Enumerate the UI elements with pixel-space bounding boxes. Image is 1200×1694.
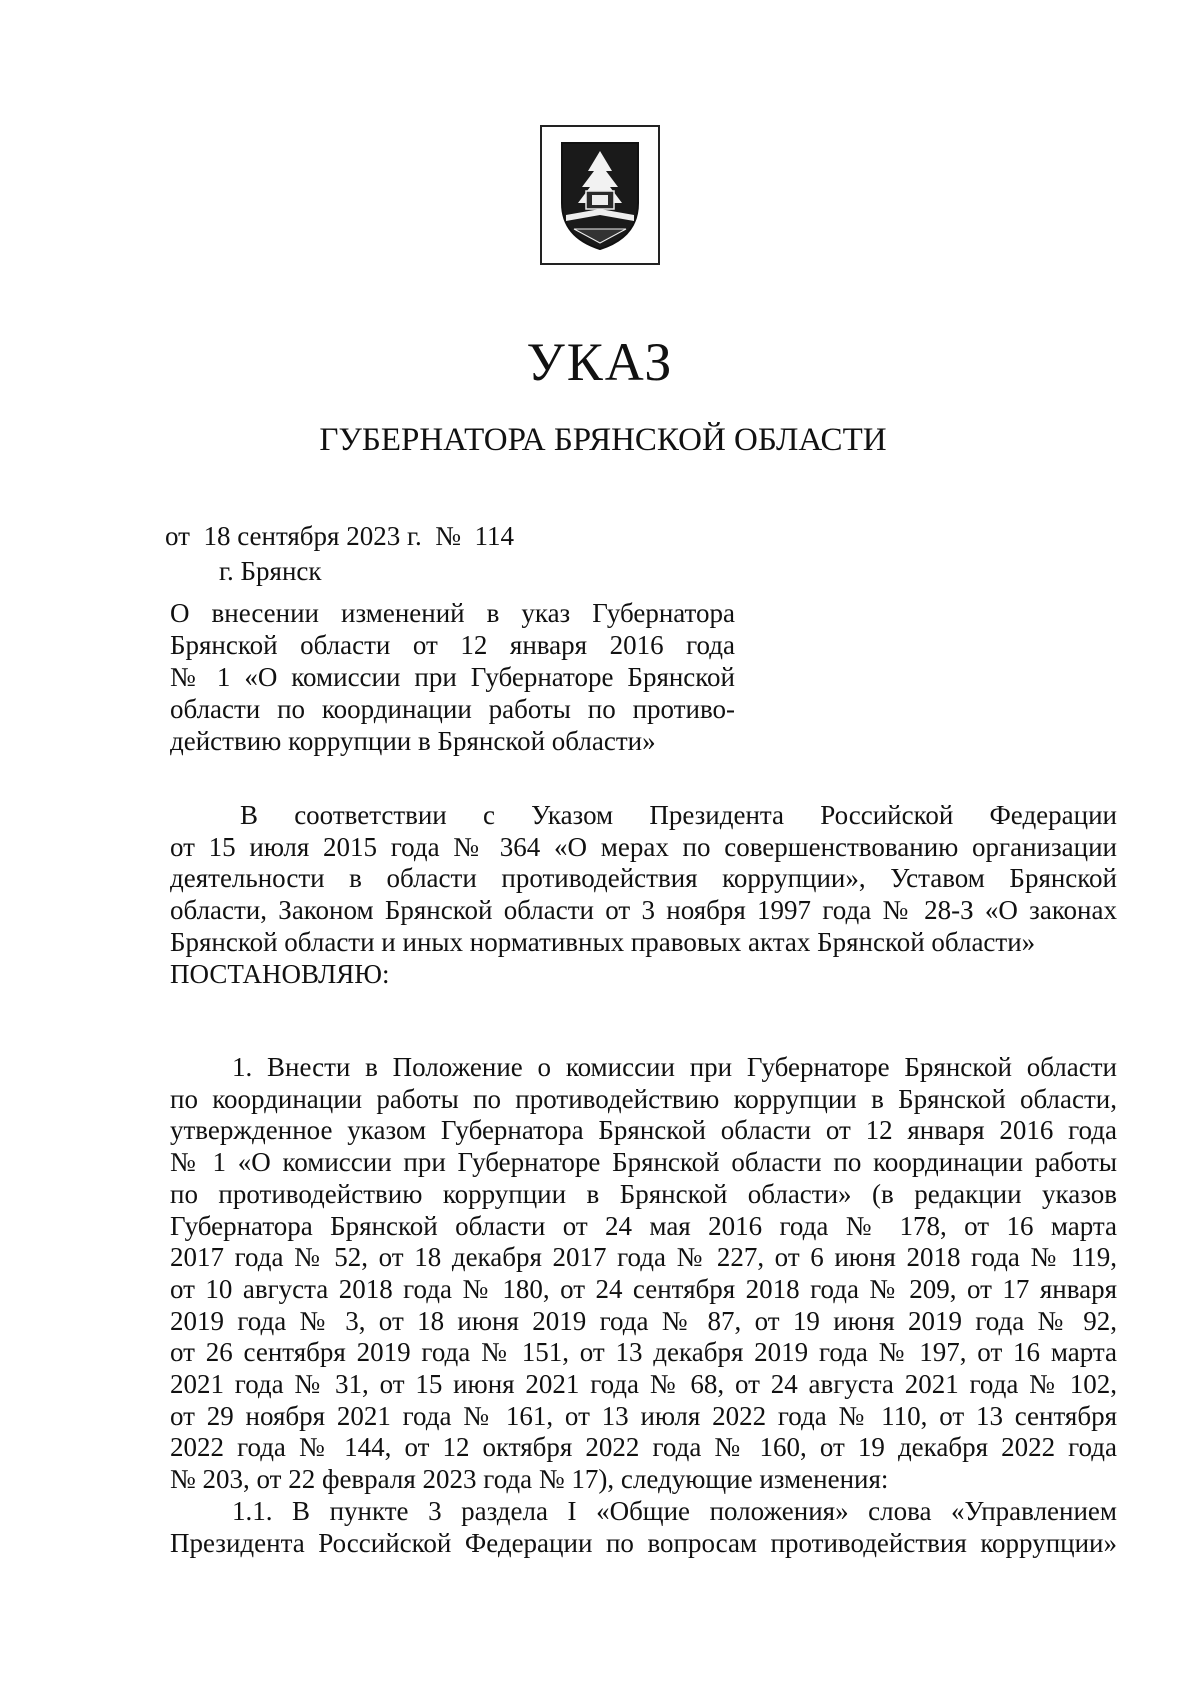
paragraph-line: 2022 года № 144, от 12 октября 2022 года № 160, от 19 декабря 2022 года [170,1432,1117,1463]
paragraph-line: от 29 ноября 2021 года № 161, от 13 июля 2022 года № 110, от 13 сентября [170,1400,1117,1431]
paragraph-line: ПОСТАНОВЛЯЮ: [170,958,390,989]
paragraph-line: 1.1. В пункте 3 раздела I «Общие положения» слова «Управлением [232,1495,1117,1526]
heading-line: № 1 «О комиссии при Губернаторе Брянской [170,662,735,692]
paragraph-line: 1. Внести в Положение о комиссии при Губернаторе Брянской области [232,1052,1117,1082]
paragraph-line: по координации работы по противодействию коррупции в Брянской области, [170,1083,1117,1114]
item-1-paragraph [170,1052,1117,1559]
paragraph-line: 2021 года № 31, от 15 июня 2021 года № 68, от 24 августа 2021 года № 102, [170,1369,1117,1400]
paragraph-line: от 15 июля 2015 года № 364 «О мерах по совершенствованию организации [170,831,1117,862]
paragraph-line: Брянской области и иных нормативных правовых актах Брянской области» [170,926,1036,957]
paragraph-line: Президента Российской Федерации по вопросам противодействия коррупции» [170,1527,1117,1558]
document-title: УКАЗ [526,332,674,392]
heading-line: области по координации работы по противо- [170,694,735,724]
heading-line: О внесении изменений в указ Губернатора [170,598,735,628]
preamble-paragraph [170,800,1117,990]
paragraph-line: по противодействию коррупции в Брянской области» (в редакции указов [170,1178,1117,1209]
paragraph-line: области, Законом Брянской области от 3 ноября 1997 года № 28-З «О законах [170,895,1117,926]
date-number-line: от 18 сентября 2023 г. № 114 [165,521,514,551]
paragraph-line: Губернатора Брянской области от 24 мая 2016 года № 178, от 16 марта [170,1210,1117,1241]
coat-of-arms-icon [540,125,660,265]
paragraph-line: деятельности в области противодействия коррупции», Уставом Брянской [170,863,1117,894]
paragraph-line: от 26 сентября 2019 года № 151, от 13 декабря 2019 года № 197, от 16 марта [170,1337,1117,1368]
city-name: г. Брянск [219,556,322,586]
paragraph-line: № 203, от 22 февраля 2023 года № 17), следующие изменения: [170,1464,889,1495]
paragraph-line: 2017 года № 52, от 18 декабря 2017 года № 227, от 6 июня 2018 года № 119, [170,1242,1117,1273]
decree-heading [170,597,735,757]
paragraph-line: В соответствии с Указом Президента Российской Федерации [240,800,1117,830]
heading-line: Брянской области от 12 января 2016 года [170,630,735,660]
paragraph-line: утвержденное указом Губернатора Брянской области от 12 января 2016 года [170,1115,1117,1146]
heading-line: действию коррупции в Брянской области» [170,726,656,756]
document-subtitle: ГУБЕРНАТОРА БРЯНСКОЙ ОБЛАСТИ [319,422,887,458]
paragraph-line: № 1 «О комиссии при Губернаторе Брянской области по координации работы [170,1147,1117,1178]
paragraph-line: 2019 года № 3, от 18 июня 2019 года № 87, от 19 июня 2019 года № 92, [170,1305,1117,1336]
coat-of-arms-emblem [540,125,660,265]
paragraph-line: от 10 августа 2018 года № 180, от 24 сентября 2018 года № 209, от 17 января [170,1273,1117,1304]
